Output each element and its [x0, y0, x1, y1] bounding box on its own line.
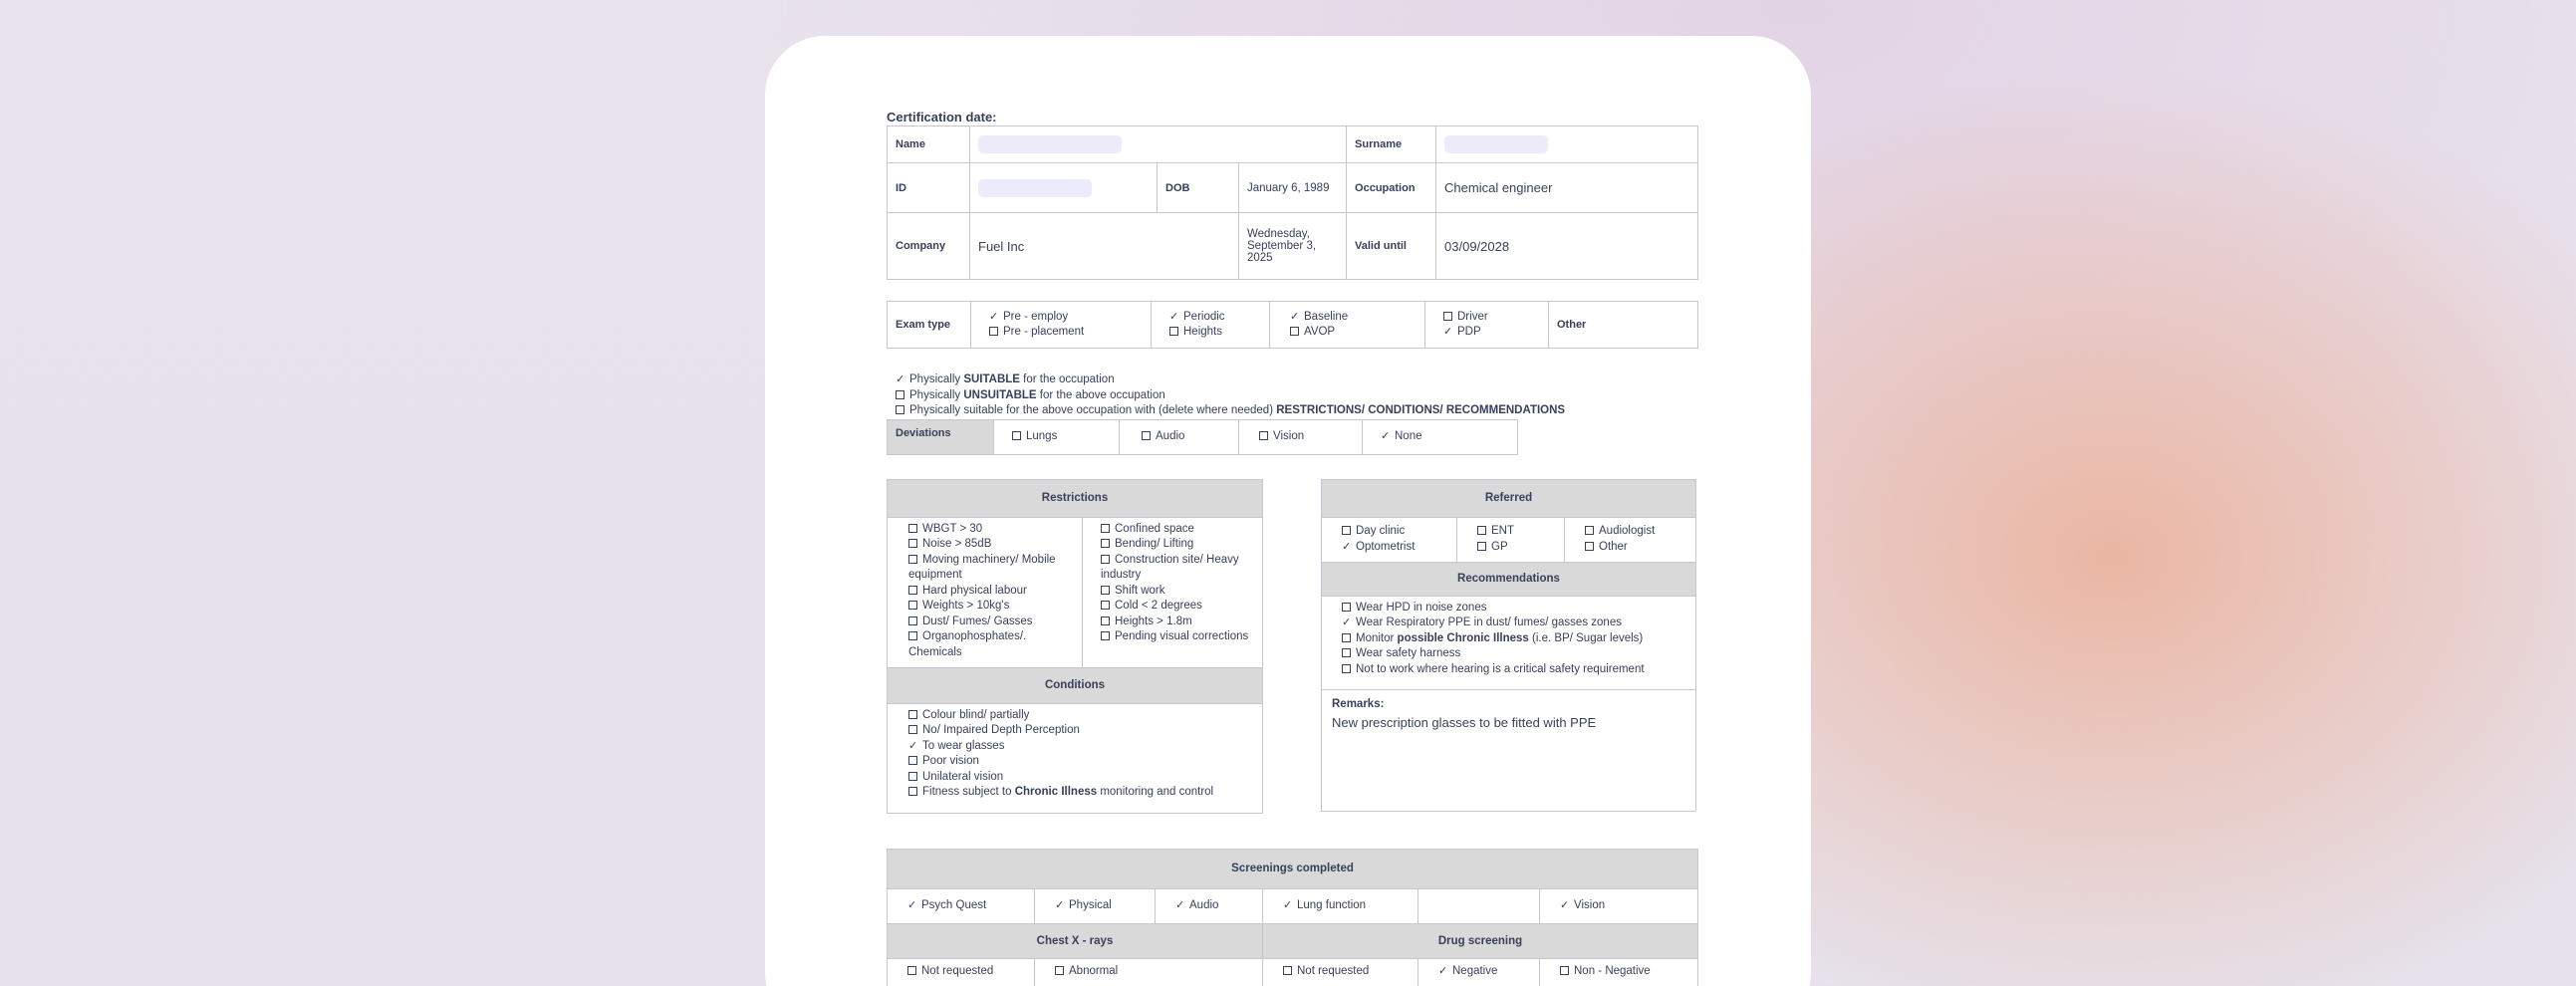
exam-type-table — [887, 301, 1698, 349]
dob-value: January 6, 1989 — [1239, 163, 1347, 213]
id-label: ID — [888, 163, 970, 213]
company-label: Company — [888, 213, 970, 280]
restrictions-left — [888, 517, 1083, 667]
screenings-title: Screenings completed — [888, 849, 1698, 888]
drug-not-requested — [1263, 958, 1418, 986]
exam-type-group-3 — [1270, 302, 1425, 349]
drug-not-requested-checkbox[interactable]: Not requested — [1283, 964, 1410, 980]
issue-date: Wednesday, September 3, 2025 — [1239, 213, 1347, 280]
deviations-table — [887, 419, 1518, 455]
unsuitable-checkbox[interactable]: Physically UNSUITABLE for the above occupation — [896, 388, 1697, 404]
deviation-vision — [1239, 419, 1363, 454]
condition-depth-checkbox[interactable]: No/ Impaired Depth Perception — [908, 723, 1254, 739]
condition-unilateral-checkbox[interactable]: Unilateral vision — [908, 770, 1254, 786]
drug-non-negative-checkbox[interactable]: Non - Negative — [1560, 964, 1689, 980]
referred-optometrist-checkbox[interactable]: ✓ Optometrist — [1342, 540, 1416, 553]
restriction-machinery-checkbox[interactable]: Moving machinery/ Mobile equipment — [908, 553, 1056, 581]
referred-col-3 — [1565, 517, 1696, 562]
name-label: Name — [888, 126, 970, 163]
valid-until-label: Valid until — [1347, 213, 1436, 280]
certificate-document — [887, 110, 1697, 986]
exam-periodic-checkbox[interactable]: ✓ Periodic — [1169, 310, 1225, 323]
exam-pdp-checkbox[interactable]: ✓ PDP — [1443, 326, 1481, 338]
deviation-vision-checkbox[interactable]: Vision — [1259, 429, 1354, 445]
deviation-none — [1363, 419, 1518, 454]
referred-col-2 — [1457, 517, 1565, 562]
exam-type-group-4 — [1425, 302, 1549, 349]
restriction-physical-labour-checkbox[interactable]: Hard physical labour — [908, 584, 1074, 600]
screenings-table — [887, 849, 1698, 986]
restrictions-table — [887, 479, 1263, 814]
rec-hearing-checkbox[interactable]: Not to work where hearing is a critical safety requirement — [1342, 662, 1687, 678]
surname-label: Surname — [1347, 126, 1436, 163]
chest-abnormal — [1035, 958, 1263, 986]
rec-monitor-checkbox[interactable]: Monitor possible Chronic Illness (i.e. BP/ Sugar levels) — [1342, 631, 1687, 647]
screening-psych-checkbox[interactable]: ✓ Psych Quest — [907, 898, 987, 911]
deviation-audio — [1120, 419, 1239, 454]
referred-day-clinic-checkbox[interactable]: Day clinic — [1342, 524, 1448, 540]
exam-baseline-checkbox[interactable]: ✓ Baseline — [1290, 310, 1349, 323]
screening-physical-checkbox[interactable]: ✓ Physical — [1055, 898, 1112, 911]
exam-heights-checkbox[interactable]: Heights — [1169, 325, 1261, 341]
drug-negative — [1418, 958, 1540, 986]
chest-not-requested — [888, 958, 1035, 986]
remarks-label: Remarks: — [1332, 697, 1385, 710]
referred-col-1 — [1322, 517, 1457, 562]
recommendations-title: Recommendations — [1322, 562, 1696, 596]
restriction-dust-checkbox[interactable]: Dust/ Fumes/ Gasses — [908, 615, 1074, 630]
referred-other-checkbox[interactable]: Other — [1585, 540, 1687, 556]
screening-vision-checkbox[interactable]: ✓ Vision — [1560, 898, 1606, 911]
condition-glasses-checkbox[interactable]: ✓ To wear glasses — [908, 739, 1005, 752]
referred-gp-checkbox[interactable]: GP — [1477, 540, 1556, 556]
chest-abnormal-checkbox[interactable]: Abnormal — [1055, 964, 1254, 980]
restriction-weights-checkbox[interactable]: Weights > 10kg's — [908, 599, 1074, 615]
id-field[interactable] — [970, 163, 1158, 213]
screening-audio-checkbox[interactable]: ✓ Audio — [1175, 898, 1219, 911]
company-value: Fuel Inc — [970, 213, 1239, 280]
deviation-audio-checkbox[interactable]: Audio — [1142, 429, 1230, 445]
document-card — [765, 36, 1811, 986]
referred-ent-checkbox[interactable]: ENT — [1477, 524, 1556, 540]
deviation-lungs-checkbox[interactable]: Lungs — [1012, 429, 1111, 445]
screening-vision — [1540, 888, 1698, 923]
condition-poor-vision-checkbox[interactable]: Poor vision — [908, 754, 1254, 770]
occupation-label: Occupation — [1347, 163, 1436, 213]
exam-pre-employ-checkbox[interactable]: ✓ Pre - employ — [989, 310, 1069, 323]
restriction-confined-checkbox[interactable]: Confined space — [1101, 522, 1254, 538]
deviation-none-checkbox[interactable]: ✓ None — [1381, 429, 1422, 442]
drug-screening-title: Drug screening — [1263, 923, 1698, 958]
suitability-block — [887, 372, 1697, 419]
exam-type-group-1 — [971, 302, 1152, 349]
deviation-lungs — [994, 419, 1120, 454]
remarks-text: New prescription glasses to be fitted with PPE — [1332, 714, 1597, 730]
chest-xray-title: Chest X - rays — [888, 923, 1263, 958]
condition-chronic-checkbox[interactable]: Fitness subject to Chronic Illness monitoring and control — [908, 785, 1254, 801]
referred-title: Referred — [1322, 479, 1696, 517]
exam-other-label: Other — [1549, 302, 1698, 349]
exam-avop-checkbox[interactable]: AVOP — [1290, 325, 1417, 341]
screening-lung-checkbox[interactable]: ✓ Lung function — [1283, 898, 1367, 911]
restriction-bending-checkbox[interactable]: Bending/ Lifting — [1101, 537, 1254, 553]
restriction-heights-checkbox[interactable]: Heights > 1.8m — [1101, 615, 1254, 630]
identity-table — [887, 125, 1698, 280]
exam-driver-checkbox[interactable]: Driver — [1443, 310, 1540, 326]
name-field[interactable] — [970, 126, 1347, 163]
dob-label: DOB — [1158, 163, 1239, 213]
restrictions-title: Restrictions — [888, 479, 1263, 517]
referred-table — [1321, 479, 1696, 812]
id-redacted — [978, 179, 1092, 197]
referred-audiologist-checkbox[interactable]: Audiologist — [1585, 524, 1687, 540]
restriction-chemicals-checkbox[interactable]: Organophosphates/. Chemicals — [908, 630, 1027, 658]
drug-negative-checkbox[interactable]: ✓ Negative — [1438, 964, 1498, 977]
occupation-value: Chemical engineer — [1436, 163, 1698, 213]
exam-type-label: Exam type — [888, 302, 971, 349]
restriction-shift-checkbox[interactable]: Shift work — [1101, 584, 1254, 600]
conditions-title: Conditions — [888, 667, 1263, 703]
drug-non-negative — [1540, 958, 1698, 986]
screening-psych — [888, 888, 1035, 923]
restriction-construction-checkbox[interactable]: Construction site/ Heavy industry — [1101, 553, 1239, 581]
suitable-with-restrictions-checkbox[interactable]: Physically suitable for the above occupation with (delete where needed) RESTRICTIONS/ CONDITIONS/ RECOMMENDATIONS — [896, 403, 1697, 419]
exam-type-group-2 — [1152, 302, 1270, 349]
remarks-cell[interactable] — [1322, 689, 1696, 811]
valid-until-value: 03/09/2028 — [1436, 213, 1698, 280]
name-redacted — [978, 135, 1122, 153]
rec-respiratory-checkbox[interactable]: ✓ Wear Respiratory PPE in dust/ fumes/ gasses zones — [1342, 616, 1622, 628]
deviations-label: Deviations — [888, 419, 994, 454]
surname-redacted — [1444, 135, 1548, 153]
restriction-wbgt-checkbox[interactable]: WBGT > 30 — [908, 522, 1074, 538]
screening-empty — [1418, 888, 1540, 923]
rec-hpd-checkbox[interactable]: Wear HPD in noise zones — [1342, 601, 1687, 616]
condition-colour-blind-checkbox[interactable]: Colour blind/ partially — [908, 708, 1254, 724]
rec-harness-checkbox[interactable]: Wear safety harness — [1342, 646, 1687, 662]
recommendations-list — [1322, 596, 1696, 689]
exam-pre-placement-checkbox[interactable]: Pre - placement — [989, 325, 1143, 341]
certification-date-label: Certification date: — [887, 110, 997, 124]
restriction-cold-checkbox[interactable]: Cold < 2 degrees — [1101, 599, 1254, 615]
screening-physical — [1035, 888, 1156, 923]
conditions-list — [888, 703, 1263, 813]
screening-audio — [1156, 888, 1263, 923]
restriction-noise-checkbox[interactable]: Noise > 85dB — [908, 537, 1074, 553]
surname-field[interactable] — [1436, 126, 1698, 163]
screening-lung — [1263, 888, 1418, 923]
chest-not-requested-checkbox[interactable]: Not requested — [907, 964, 1026, 980]
restriction-visual-checkbox[interactable]: Pending visual corrections — [1101, 629, 1254, 645]
suitable-checkbox[interactable]: ✓ Physically SUITABLE for the occupation — [896, 373, 1115, 385]
restrictions-right — [1083, 517, 1263, 667]
